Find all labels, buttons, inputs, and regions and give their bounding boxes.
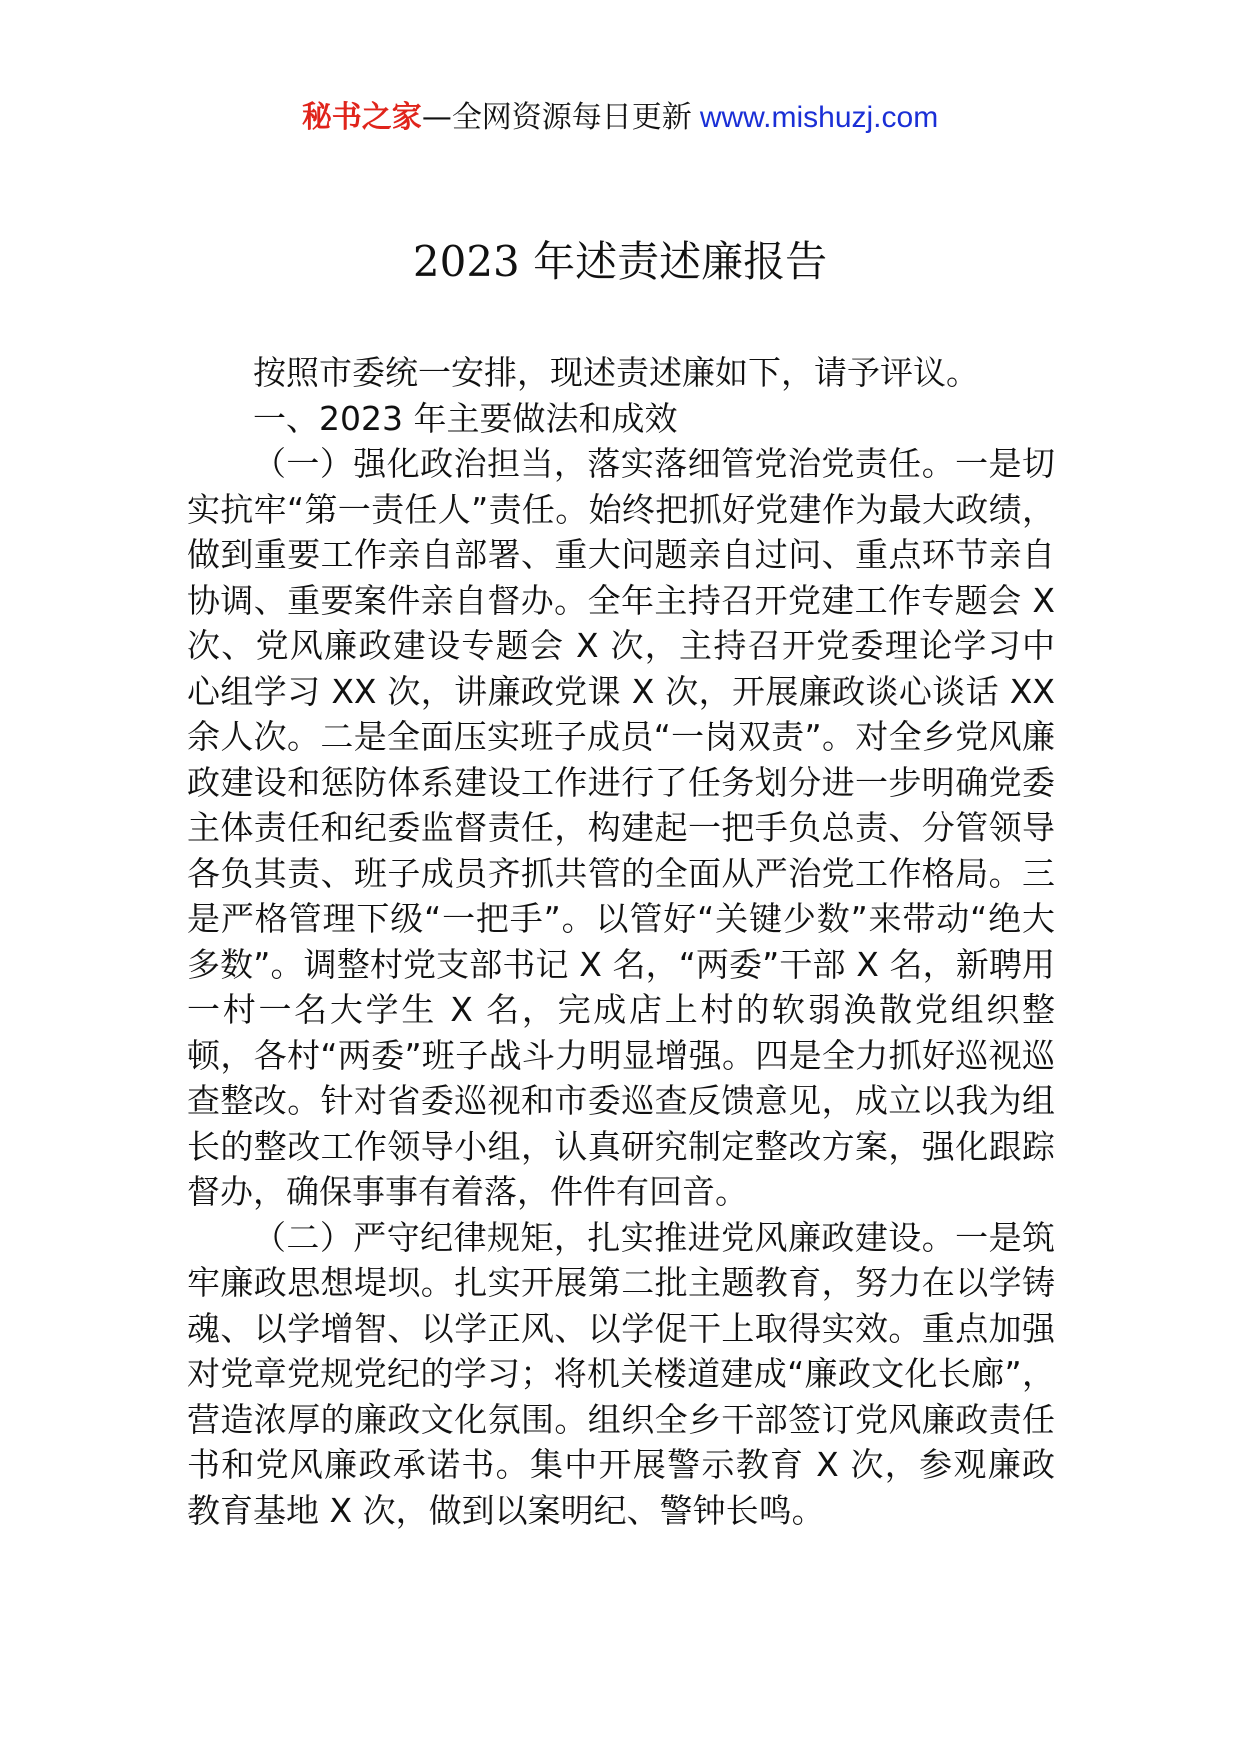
- body-paragraph-1: （一）强化政治担当，落实落细管党治党责任。一是切实抗牢“第一责任人”责任。始终把抓好党建作为最大政绩，做到重要工作亲自部署、重大问题亲自过问、重点环节亲自协调、重要案件亲自督办。全年主持召开党建工作专题会 X 次、党风廉政建设专题会 X 次，主持召开党委理论学习中心组学习 XX 次，讲廉政党课 X 次，开展廉政谈心谈话 XX 余人次。二是全面压实班子成员“一岗双责”。对全乡党风廉政建设和惩防体系建设工作进行了任务划分进一步明确党委主体责任和纪委监督责任，构建起一把手负总责、分管领导各负其责、班子成员齐抓共管的全面从严治党工作格局。三是严格管理下级“一把手”。以管好“关键少数”来带动“绝大多数”。调整村党支部书记 X 名，“两委”干部 X 名，新聘用一村一名大学生 X 名，完成店上村的软弱涣散党组织整顿，各村“两委”班子战斗力明显增强。四是全力抓好巡视巡查整改。针对省委巡视和市委巡查反馈意见，成立以我为组长的整改工作领导小组，认真研究制定整改方案，强化跟踪督办，确保事事有着落，件件有回音。: [187, 444, 1055, 1211]
- intro-paragraph: 按照市委统一安排，现述责述廉如下，请予评议。: [253, 353, 979, 392]
- site-header: [0, 98, 1240, 138]
- site-url-link[interactable]: www.mishuzj.com: [699, 101, 939, 134]
- section-heading: 一、2023 年主要做法和成效: [253, 398, 678, 438]
- body-paragraph-2: （二）严守纪律规矩，扎实推进党风廉政建设。一是筑牢廉政思想堤坝。扎实开展第二批主题教育，努力在以学铸魂、以学增智、以学正风、以学促干上取得实效。重点加强对党章党规党纪的学习；将机关楼道建成“廉政文化长廊”，营造浓厚的廉政文化氛围。组织全乡干部签订党风廉政责任书和党风廉政承诺书。集中开展警示教育 X 次，参观廉政教育基地 X 次，做到以案明纪、警钟长鸣。: [187, 1217, 1055, 1530]
- document-body: [187, 350, 1055, 1533]
- brand-name: 秘书之家: [301, 100, 422, 135]
- document-title: 2023 年述责述廉报告: [412, 237, 828, 286]
- site-slogan: —全网资源每日更新: [421, 100, 692, 135]
